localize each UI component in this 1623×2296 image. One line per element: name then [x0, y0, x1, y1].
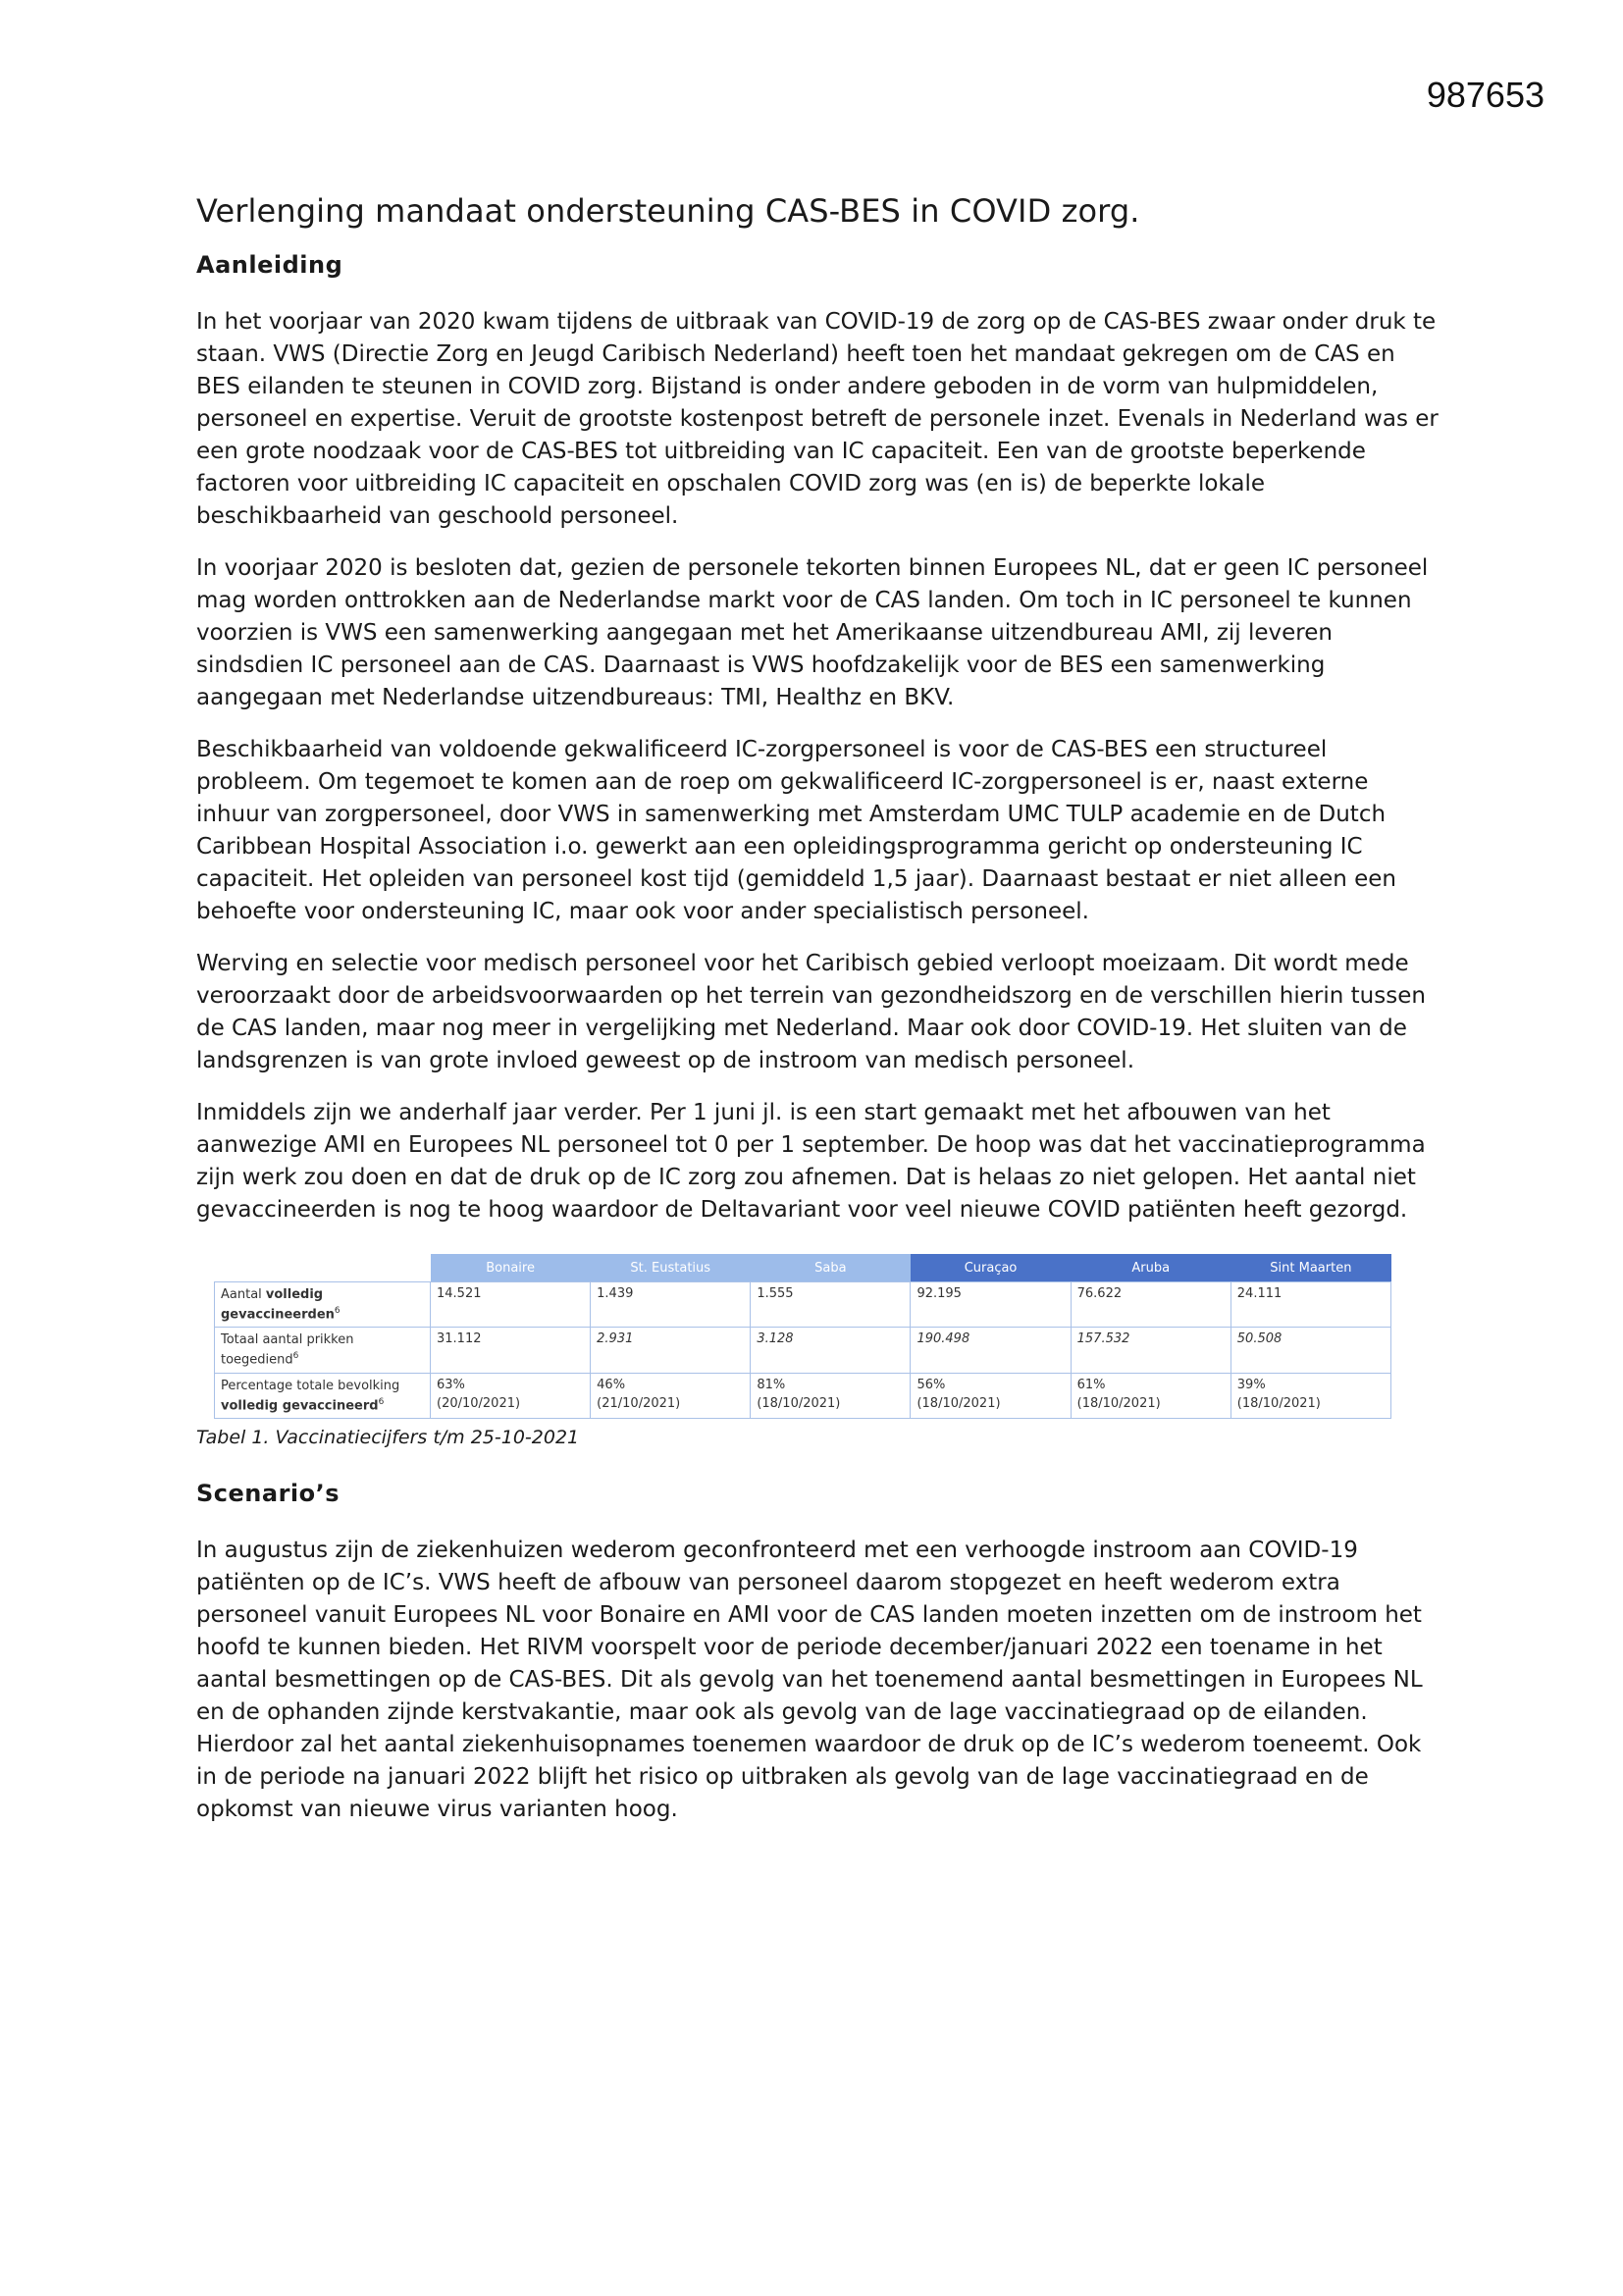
- cell-value: 61%: [1076, 1377, 1106, 1392]
- paragraph: Werving en selectie voor medisch personeel voor het Caribisch gebied verloopt moeizaam. Dit wordt mede veroorzaakt door de arbeidsvoorwaarden op het terrein van gezondheidszorg en de verschillen hierin tussen de CAS landen, maar nog meer in vergelijking met Nederland. Maar ook door COVID-19. Het sluiten van de landsgrenzen is van grote invloed geweest op de instroom van medisch personeel.: [196, 951, 1426, 1073]
- table-row: [215, 1328, 1391, 1373]
- table-cell: [911, 1328, 1071, 1373]
- cell-date: (18/10/2021): [1076, 1395, 1161, 1411]
- table-cell: [591, 1282, 751, 1328]
- table-cell: [1230, 1282, 1390, 1328]
- cell-value: 2.931: [597, 1331, 634, 1347]
- row-label-text: Percentage totale bevolking: [221, 1378, 400, 1393]
- table-cell: [751, 1328, 911, 1373]
- table-caption: Tabel 1. Vaccinatiecijfers t/m 25-10-2021: [196, 1426, 580, 1448]
- table-cell: [911, 1373, 1071, 1418]
- table-cell: [431, 1328, 591, 1373]
- cell-date: (21/10/2021): [597, 1395, 681, 1411]
- table-header-cell: Sint Maarten: [1230, 1254, 1390, 1282]
- cell-date: (20/10/2021): [437, 1395, 521, 1411]
- cell-value: 157.532: [1076, 1331, 1130, 1347]
- cell-value: 50.508: [1236, 1331, 1283, 1347]
- table-row: [215, 1282, 1391, 1328]
- row-label-text: Totaal aantal prikken toegediend: [221, 1332, 354, 1368]
- footnote-marker: 6: [292, 1351, 299, 1362]
- table-header-cell: St. Eustatius: [591, 1254, 751, 1282]
- table-cell: [431, 1373, 591, 1418]
- cell-value: 1.439: [597, 1286, 634, 1301]
- table-header-row: [215, 1254, 1391, 1282]
- document-title: Verlenging mandaat ondersteuning CAS-BES in COVID zorg.: [196, 192, 1140, 230]
- paragraph: Inmiddels zijn we anderhalf jaar verder. Per 1 juni jl. is een start gemaakt met het afbouwen van het aanwezige AMI en Europees NL personeel tot 0 per 1 september. De hoop was dat het vaccinatieprogramma zijn werk zou doen en dat de druk op de IC zorg zou afnemen. Dat is helaas zo niet gelopen. Het aantal niet gevaccineerden is nog te hoog waardoor de Deltavariant voor veel nieuwe COVID patiënten heeft gezorgd.: [196, 1100, 1426, 1223]
- table-row-label: [215, 1373, 431, 1418]
- vaccination-table: [214, 1254, 1391, 1419]
- cell-value: 3.128: [757, 1331, 794, 1347]
- table-cell: [1071, 1373, 1230, 1418]
- table-header-cell: Bonaire: [431, 1254, 591, 1282]
- row-label-text: Aantal: [221, 1287, 266, 1302]
- table-header-cell: Aruba: [1071, 1254, 1230, 1282]
- table-header-blank: [215, 1254, 431, 1282]
- cell-value: 24.111: [1236, 1286, 1283, 1301]
- cell-date: (18/10/2021): [757, 1395, 841, 1411]
- row-label-bold: volledig gevaccineerd: [221, 1397, 379, 1413]
- table-cell: [591, 1373, 751, 1418]
- footnote-marker: 6: [334, 1306, 340, 1316]
- table-body: [215, 1282, 1391, 1419]
- paragraph: Beschikbaarheid van voldoende gekwalificeerd IC-zorgpersoneel is voor de CAS-BES een structureel probleem. Om tegemoet te komen aan de roep om gekwalificeerd IC-zorgpersoneel is er, naast externe inhuur van zorgpersoneel, door VWS in samenwerking met Amsterdam UMC TULP academie en de Dutch Caribbean Hospital Association i.o. gewerkt aan een opleidingsprogramma gericht op ondersteuning IC capaciteit. Het opleiden van personeel kost tijd (gemiddeld 1,5 jaar). Daarnaast bestaat er niet alleen een behoefte voor ondersteuning IC, maar ook voor ander specialistisch personeel.: [196, 737, 1396, 924]
- footnote-marker: 6: [378, 1396, 385, 1407]
- table-row: [215, 1373, 1391, 1418]
- table-row-label: [215, 1282, 431, 1328]
- table-cell: [911, 1282, 1071, 1328]
- cell-value: 190.498: [916, 1331, 970, 1347]
- cell-value: 14.521: [437, 1286, 482, 1301]
- table-cell: [591, 1328, 751, 1373]
- table-header-cell: Curaçao: [911, 1254, 1071, 1282]
- table-cell: [751, 1373, 911, 1418]
- cell-value: 76.622: [1076, 1286, 1123, 1301]
- cell-value: 46%: [597, 1377, 626, 1392]
- cell-value: 63%: [437, 1377, 465, 1392]
- table-cell: [431, 1282, 591, 1328]
- table-header-cell: Saba: [751, 1254, 911, 1282]
- cell-value: 92.195: [916, 1286, 962, 1301]
- cell-value: 39%: [1236, 1377, 1266, 1392]
- paragraph: In voorjaar 2020 is besloten dat, gezien de personele tekorten binnen Europees NL, dat er geen IC personeel mag worden onttrokken aan de Nederlandse markt voor de CAS landen. Om toch in IC personeel te kunnen voorzien is VWS een samenwerking aangegaan met het Amerikaanse uitzendbureau AMI, zij leveren sindsdien IC personeel aan de CAS. Daarnaast is VWS hoofdzakelijk voor de BES een samenwerking aangegaan met Nederlandse uitzendbureaus: TMI, Healthz en BKV.: [196, 555, 1429, 710]
- cell-value: 56%: [916, 1377, 946, 1392]
- cell-date: (18/10/2021): [1236, 1395, 1321, 1411]
- row-label-bold: volledig gevaccineerden: [221, 1287, 335, 1323]
- cell-date: (18/10/2021): [916, 1395, 1001, 1411]
- document-body: [196, 192, 1442, 1846]
- cell-value: 1.555: [757, 1286, 794, 1301]
- cell-value: 31.112: [437, 1331, 482, 1347]
- table-row-label: [215, 1328, 431, 1373]
- paragraph: In het voorjaar van 2020 kwam tijdens de uitbraak van COVID-19 de zorg op de CAS-BES zwaar onder druk te staan. VWS (Directie Zorg en Jeugd Caribisch Nederland) heeft toen het mandaat gekregen om de CAS en BES eilanden te steunen in COVID zorg. Bijstand is onder andere geboden in de vorm van hulpmiddelen, personeel en expertise. Veruit de grootste kostenpost betreft de personele inzet. Evenals in Nederland was er een grote noodzaak voor de CAS-BES tot uitbreiding van IC capaciteit. Een van de grootste beperkende factoren voor uitbreiding IC capaciteit en opschalen COVID zorg was (en is) de beperkte lokale beschikbaarheid van geschoold personeel.: [196, 309, 1439, 529]
- table-cell: [1230, 1373, 1390, 1418]
- section-heading-aanleiding: Aanleiding: [196, 251, 343, 279]
- table-cell: [1230, 1328, 1390, 1373]
- table-cell: [751, 1282, 911, 1328]
- section-heading-scenarios: Scenario’s: [196, 1479, 340, 1507]
- table-cell: [1071, 1328, 1230, 1373]
- cell-value: 81%: [757, 1377, 786, 1392]
- table-cell: [1071, 1282, 1230, 1328]
- paragraph: In augustus zijn de ziekenhuizen wederom geconfronteerd met een verhoogde instroom aan COVID-19 patiënten op de IC’s. VWS heeft de afbouw van personeel daarom stopgezet en heeft wederom extra personeel vanuit Europees NL voor Bonaire en AMI voor de CAS landen moeten inzetten om de instroom het hoofd te kunnen bieden. Het RIVM voorspelt voor de periode december/januari 2022 een toename in het aantal besmettingen op de CAS-BES. Dit als gevolg van het toenemend aantal besmettingen in Europees NL en de ophanden zijnde kerstvakantie, maar ook als gevolg van de lage vaccinatiegraad op de eilanden. Hierdoor zal het aantal ziekenhuisopnames toenemen waardoor de druk op de IC’s wederom toeneemt. Ook in de periode na januari 2022 blijft het risico op uitbraken als gevolg van de lage vaccinatiegraad en de opkomst van nieuwe virus varianten hoog.: [196, 1537, 1423, 1822]
- document-number: 987653: [1426, 75, 1544, 115]
